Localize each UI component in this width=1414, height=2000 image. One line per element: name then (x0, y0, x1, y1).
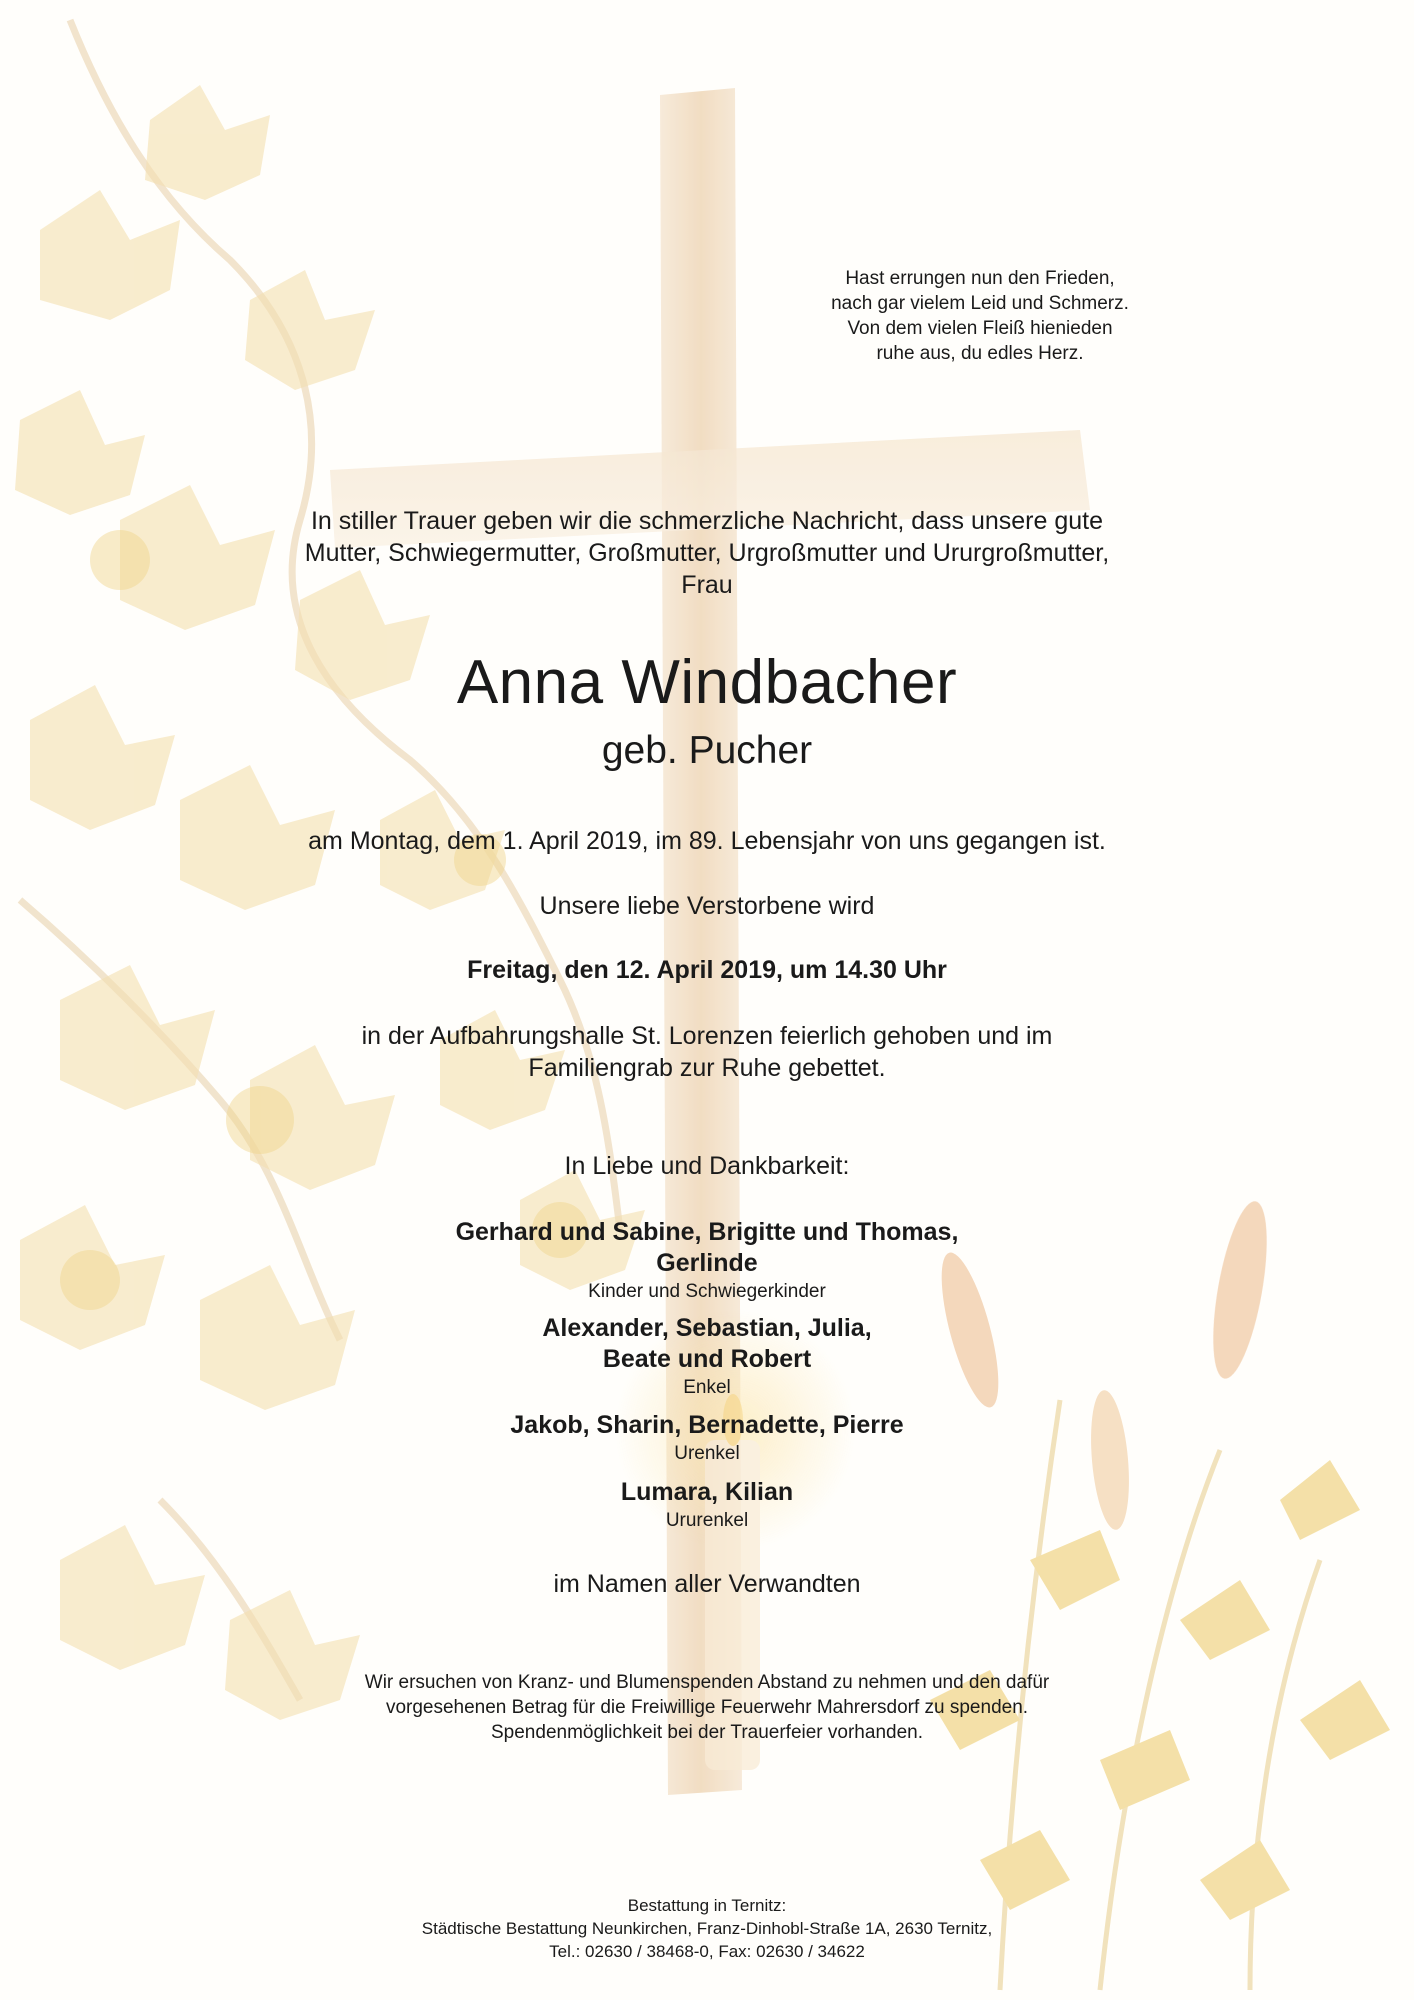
mourner-names: Alexander, Sebastian, Julia, (542, 1314, 872, 1342)
donation-note-line: Wir ersuchen von Kranz- und Blumenspenden Abstand zu nehmen und den dafür (364, 1672, 1050, 1693)
mourner-group (0, 1477, 1414, 1533)
donation-note-line: Spendenmöglichkeit bei der Trauerfeier vorhanden. (491, 1722, 923, 1743)
poem-line: Von dem vielen Fleiß hienieden (847, 318, 1113, 339)
mourner-relation: Enkel (683, 1377, 731, 1398)
mourner-names: Lumara, Kilian (620, 1478, 794, 1506)
announcement-intro (0, 505, 1414, 601)
poem-line: ruhe aus, du edles Herz. (876, 343, 1084, 364)
death-line: am Montag, dem 1. April 2019, im 89. Lebensjahr von uns gegangen ist. (308, 827, 1106, 855)
footer-line: Städtische Bestattung Neunkirchen, Franz-Dinhobl-Straße 1A, 2630 Ternitz, (421, 1919, 993, 1938)
funeral-place-line: in der Aufbahrungshalle St. Lorenzen feierlich gehoben und im (361, 1022, 1053, 1050)
mourner-relation: Kinder und Schwiegerkinder (588, 1281, 826, 1302)
footer-line: Tel.: 02630 / 38468-0, Fax: 02630 / 34622 (549, 1942, 865, 1961)
funeral-place-line: Familiengrab zur Ruhe gebettet. (528, 1054, 886, 1082)
donation-note (0, 1670, 1414, 1745)
maiden-name: geb. Pucher (601, 729, 813, 772)
donation-note-line: vorgesehenen Betrag für die Freiwillige Feuerwehr Mahrersdorf zu spenden. (385, 1697, 1029, 1718)
funeral-place (0, 1020, 1414, 1084)
poem-line: Hast errungen nun den Frieden, (845, 268, 1115, 289)
mourner-relation: Ururenkel (665, 1510, 749, 1531)
intro-line: Frau (681, 571, 733, 599)
relatives-line: im Namen aller Verwandten (553, 1570, 861, 1598)
gratitude-line: In Liebe und Dankbarkeit: (564, 1152, 850, 1180)
funeral-home-footer (0, 1894, 1414, 1963)
mourner-names: Gerlinde (656, 1249, 758, 1277)
mourner-relation: Urenkel (674, 1443, 740, 1464)
footer-line: Bestattung in Ternitz: (627, 1896, 787, 1915)
mourner-group (0, 1410, 1414, 1466)
poem (700, 266, 1260, 366)
deceased-name: Anna Windbacher (456, 648, 958, 717)
funeral-date: Freitag, den 12. April 2019, um 14.30 Uhr (467, 956, 947, 984)
mourner-names: Jakob, Sharin, Bernadette, Pierre (510, 1411, 904, 1439)
mourner-group (0, 1217, 1414, 1304)
funeral-intro: Unsere liebe Verstorbene wird (539, 892, 875, 920)
mourner-names: Gerhard und Sabine, Brigitte und Thomas, (455, 1218, 959, 1246)
poem-line: nach gar vielem Leid und Schmerz. (831, 293, 1129, 314)
mourner-group (0, 1313, 1414, 1400)
mourner-names: Beate und Robert (602, 1345, 812, 1373)
intro-line: Mutter, Schwiegermutter, Großmutter, Urgroßmutter und Ururgroßmutter, (304, 539, 1110, 567)
intro-line: In stiller Trauer geben wir die schmerzliche Nachricht, dass unsere gute (310, 507, 1104, 535)
